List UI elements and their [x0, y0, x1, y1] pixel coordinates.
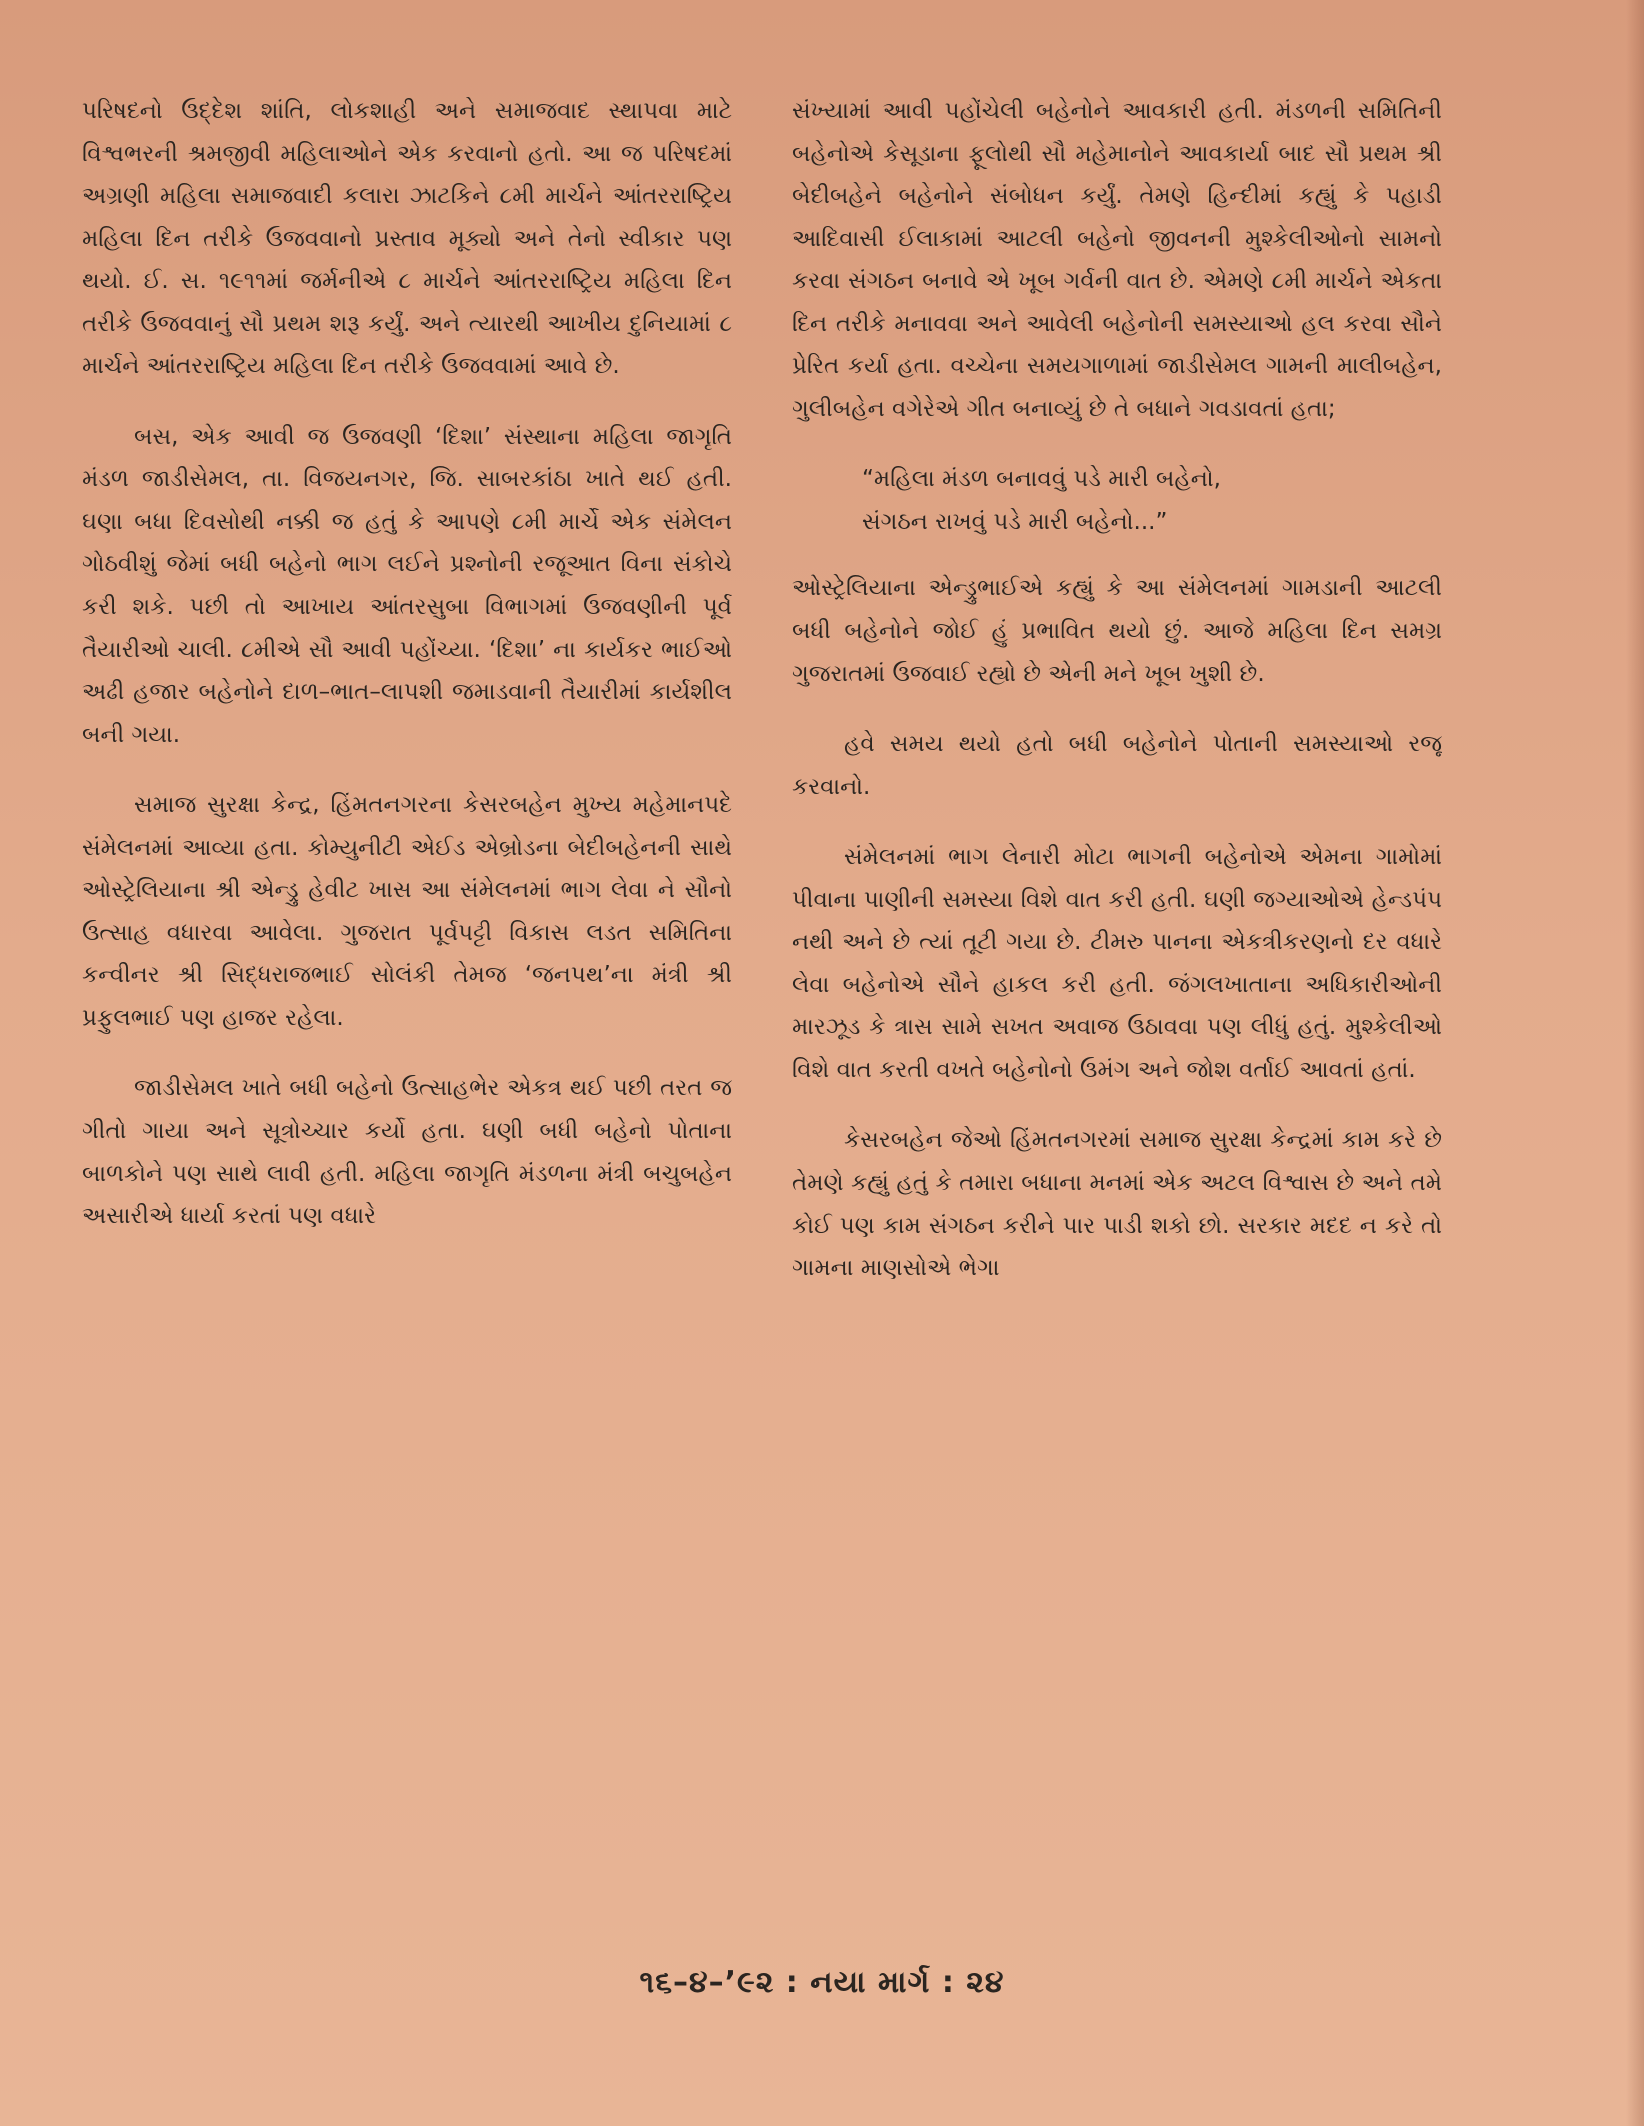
paragraph: પરિષદનો ઉદ્દેશ શાંતિ, લોકશાહી અને સમાજવાદ સ્થાપવા માટે વિશ્વભરની શ્રમજીવી મહિલાઓને એક કરવાનો હતો. આ જ પરિષદમાં અગ્રણી મહિલા સમાજવાદી કલારા ઝાટકિને ૮મી માર્ચને આંતરરાષ્ટ્રિય મહિલા દિન તરીકે ઉજવવાનો પ્રસ્તાવ મૂક્યો અને તેનો સ્વીકાર પણ થયો. ઈ. સ. ૧૯૧૧માં જર્મનીએ ૮ માર્ચને આંતરરાષ્ટ્રિય મહિલા દિન તરીકે ઉજવવાનું સૌ પ્રથમ શરૂ કર્યું. અને ત્યારથી આખીય દુનિયામાં ૮ માર્ચને આંતરરાષ્ટ્રિય મહિલા દિન તરીકે ઉજવવામાં આવે છે. — [82, 98, 732, 380]
paragraph: સંખ્યામાં આવી પહોંચેલી બહેનોને આવકારી હતી. મંડળની સમિતિની બહેનોએ કેસૂડાના ફૂલોથી સૌ મહેમાનોને આવકાર્યા બાદ સૌ પ્રથમ શ્રી બેદીબહેને બહેનોને સંબોધન કર્યું. તેમણે હિન્દીમાં કહ્યું કે પહાડી આદિવાસી ઈલાકામાં આટલી બહેનો જીવનની મુશ્કેલીઓનો સામનો કરવા સંગઠન બનાવે એ ખૂબ ગર્વની વાત છે. એમણે ૮મી માર્ચને એકતા દિન તરીકે મનાવવા અને આવેલી બહેનોની સમસ્યાઓ હલ કરવા સૌને પ્રેરિત કર્યા હતા. વચ્ચેના સમયગાળામાં જાડીસેમલ ગામની માલીબહેન, ગુલીબહેન વગેરેએ ગીત બનાવ્યું છે તે બધાને ગવડાવતાં હતા; — [792, 98, 1442, 422]
paragraph: બસ, એક આવી જ ઉજવણી ‘દિશા’ સંસ્થાના મહિલા જાગૃતિ મંડળ જાડીસેમલ, તા. વિજયનગર, જિ. સાબરકાંઠા ખાતે થઈ હતી. ઘણા બધા દિવસોથી નક્કી જ હતું કે આપણે ૮મી માર્ચે એક સંમેલન ગોઠવીશું જેમાં બધી બહેનો ભાગ લઈને પ્રશ્નોની રજૂઆત વિના સંકોચે કરી શકે. પછી તો આખાય આંતરસુબા વિભાગમાં ઉજવણીની પૂર્વ તૈયારીઓ ચાલી. ૮મીએ સૌ આવી પહોંચ્યા. ‘દિશા’ ના કાર્યકર ભાઈઓ અઢી હજાર બહેનોને દાળ–ભાત–લાપશી જમાડવાની તૈયારીમાં કાર્યશીલ બની ગયા. — [82, 423, 732, 748]
paragraph: ઓસ્ટ્રેલિયાના એન્ડ્રુભાઈએ કહ્યું કે આ સંમેલનમાં ગામડાની આટલી બધી બહેનોને જોઈ હું પ્રભાવિત થયો છું. આજે મહિલા દિન સમગ્ર ગુજરાતમાં ઉજવાઈ રહ્યો છે એની મને ખૂબ ખુશી છે. — [792, 575, 1442, 687]
paragraph: હવે સમય થયો હતો બધી બહેનોને પોતાની સમસ્યાઓ રજૂ કરવાનો. — [792, 731, 1442, 800]
quote-line: “મહિલા મંડળ બનાવવું પડે મારી બહેનો, — [862, 466, 1221, 493]
page-footer: ૧૬–૪–’૯૨ : નયા માર્ગ : ૨૪ — [639, 1965, 1005, 2000]
right-column — [792, 90, 1442, 1910]
paragraph: સંમેલનમાં ભાગ લેનારી મોટા ભાગની બહેનોએ એમના ગામોમાં પીવાના પાણીની સમસ્યા વિશે વાત કરી હતી. ઘણી જગ્યાઓએ હેન્ડપંપ નથી અને છે ત્યાં તૂટી ગયા છે. ટીમરુ પાનના એકત્રીકરણનો દર વધારે લેવા બહેનોએ સૌને હાકલ કરી હતી. જંગલખાતાના અધિકારીઓની મારઝૂડ કે ત્રાસ સામે સખત અવાજ ઉઠાવવા પણ લીધું હતું. મુશ્કેલીઓ વિશે વાત કરતી વખતે બહેનોનો ઉમંગ અને જોશ વર્તાઈ આવતાં હતાં. — [792, 844, 1442, 1083]
paragraph: જાડીસેમલ ખાતે બધી બહેનો ઉત્સાહભેર એકત્ર થઈ પછી તરત જ ગીતો ગાયા અને સૂત્રોચ્ચાર કર્યો હતા. ઘણી બધી બહેનો પોતાના બાળકોને પણ સાથે લાવી હતી. મહિલા જાગૃતિ મંડળના મંત્રી બચુબહેન અસારીએ ધાર્યા કરતાં પણ વધારે — [82, 1075, 732, 1230]
quote-line: સંગઠન રાખવું પડે મારી બહેનો...” — [862, 508, 1168, 535]
page-edge-shadow — [1626, 0, 1644, 2126]
paragraph: સમાજ સુરક્ષા કેન્દ્ર, હિંમતનગરના કેસરબહેન મુખ્ય મહેમાનપદે સંમેલનમાં આવ્યા હતા. કોમ્યુનીટી એઈડ એબ્રોડના બેદીબહેનની સાથે ઓસ્ટ્રેલિયાના શ્રી એન્ડ્રુ હેવીટ ખાસ આ સંમેલનમાં ભાગ લેવા ને સૌનો ઉત્સાહ વધારવા આવેલા. ગુજરાત પૂર્વપટ્ટી વિકાસ લડત સમિતિના કન્વીનર શ્રી સિદ્ધરાજભાઈ સોલંકી તેમજ ‘જનપથ’ના મંત્રી શ્રી પ્રફુલભાઈ પણ હાજર રહેલા. — [82, 792, 732, 1031]
song-quote — [862, 458, 1442, 543]
text-columns — [82, 90, 1442, 1910]
paragraph: કેસરબહેન જેઓ હિંમતનગરમાં સમાજ સુરક્ષા કેન્દ્રમાં કામ કરે છે તેમણે કહ્યું હતું કે તમારા બધાના મનમાં એક અટલ વિશ્વાસ છે અને તમે કોઈ પણ કામ સંગઠન કરીને પાર પાડી શકો છો. સરકાર મદદ ન કરે તો ગામના માણસોએ ભેગા — [792, 1127, 1442, 1282]
left-column — [82, 90, 732, 1910]
